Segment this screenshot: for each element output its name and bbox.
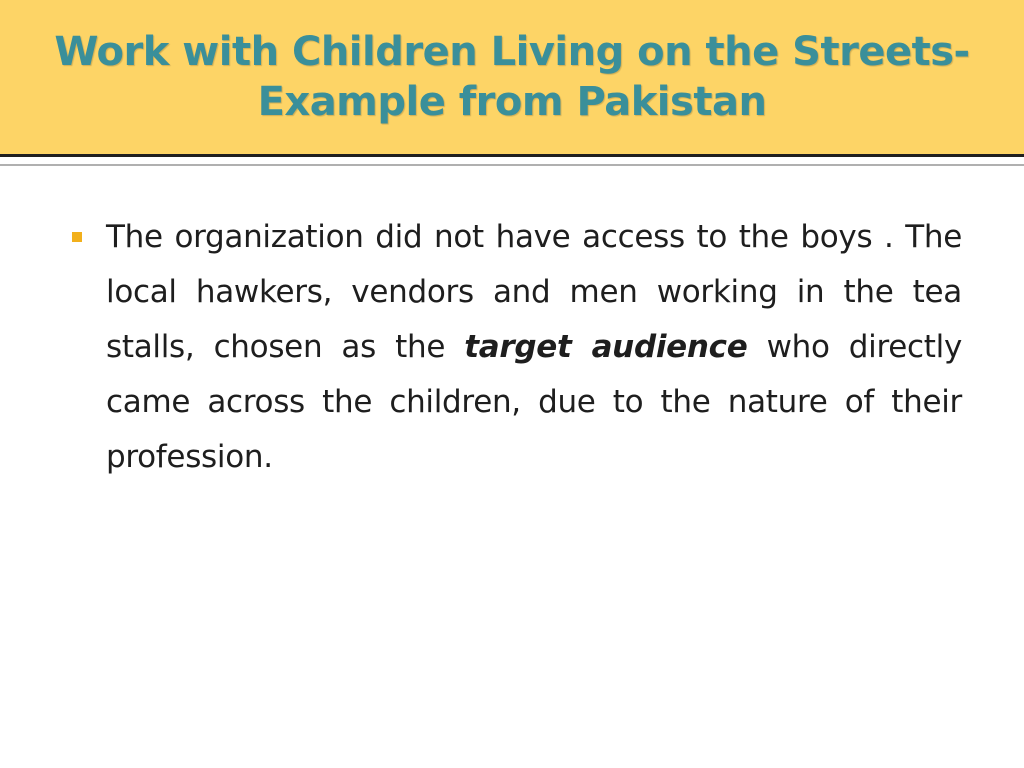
bullet-text-part1: The organization did not have access to the boys . The local hawkers, vendors and men working in the tea stalls, chosen as the [106,219,962,365]
bullet-emphasis: target audience [464,329,748,365]
slide-title: Work with Children Living on the Streets-Example from Pakistan [54,29,970,125]
bullet-item [72,210,962,485]
bullet-text-part2: who directly came across the children, due to the nature of their profession. [106,329,962,475]
bullet-text [106,210,962,485]
square-bullet-icon [72,232,82,242]
title-band [0,0,1024,157]
slide-body [72,210,962,485]
title-divider [0,164,1024,166]
